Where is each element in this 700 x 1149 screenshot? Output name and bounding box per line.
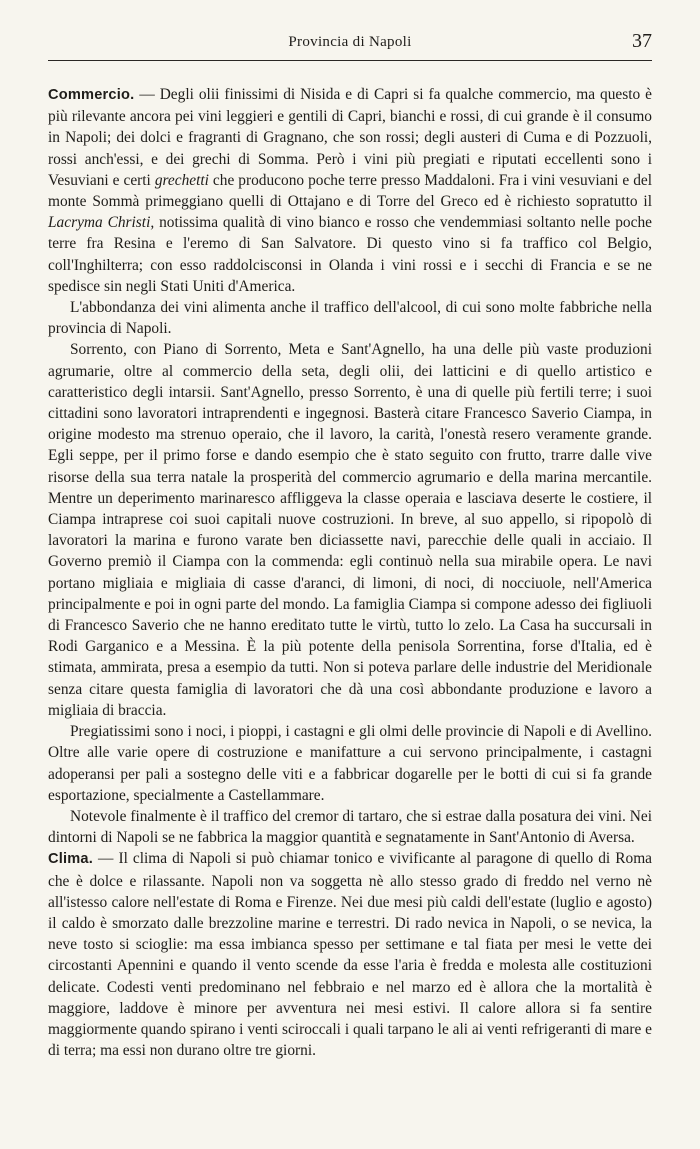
paragraph-legnami: Pregiatissimi sono i noci, i pioppi, i castagni e gli olmi delle provincie di Napoli e di Avellino. Oltre alle varie opere di costruzione e manifatture a cui servono principalmente, i castagni adoperansi per pali a sostegno delle viti e a fabbricar dogarelle per le botti di cui si fa grande esportazione, specialmente a Castellammare. [48,723,652,804]
paragraph-commercio [48,84,652,297]
paragraph-text: che producono poche terre presso Maddaloni. Fra i vini vesuviani e del monte Sommà primeggiano quelli di Ottajano e di Torre del Greco ed è richiesto sopratutto il [48,171,652,211]
em-dash: — [93,850,119,868]
paragraph-cremor-tartaro: Notevole finalmente è il traffico del cremor di tartaro, che si estrae dalla posatura dei vini. Nei dintorni di Napoli se ne fabbrica la maggior quantità e segnatamente in Sant'Antonio di Aversa. [48,807,652,847]
em-dash: — [134,86,160,103]
page-number: 37 [632,30,652,52]
italic-term-lacryma-christi: Lacryma Christi, [48,214,155,232]
paragraph-text: notissima qualità di vino bianco e rosso che vendemmiasi soltanto nelle poche terre fra Resina e l'eremo di San Salvatore. Di questo vino si fa traffico col Belgio, coll'Inghilterra; con esso raddolcisconsi in Olanda i vini rossi e i secchi di Francia e se ne spedisce sin negli Stati Uniti d'America. [48,214,652,295]
paragraph-alcool: L'abbondanza dei vini alimenta anche il traffico dell'alcool, di cui sono molte fabbriche nella provincia di Napoli. [48,299,652,338]
paragraph-text: Il clima di Napoli si può chiamar tonico e vivificante al paragone di quello di Roma che è dolce e rilassante. Napoli non va soggetta nè allo stesso grado di freddo nel verno nè all'istesso calore nell'estate di Roma e Firenze. Nei due mesi più caldi dell'estate (luglio e agosto) il caldo è smorzato dalle brezzoline marine e terrestri. Di rado nevica in Napoli, o se nevica, la neve tosto si scioglie: ma essa imbianca spesso per settimane e tal fiata per mesi le vette dei circostanti Apennini e quando il vento scende da esse l'aria è fredda e molesta alle costituzioni delicate. Codesti venti predominano nel febbraio e nel marzo ed è allora che la mortalità è maggiore, laddove è minore per avventura nei mesi estivi. Il calore allora si fa sentire maggiormente quando spirano i venti sciroccali i quali tarpano le ali ai venti refrigeranti di mare e di terra; ma essi non durano oltre tre giorni. [48,850,652,1060]
header-rule [48,60,652,61]
paragraph-clima [48,848,652,1061]
section-keyword-commercio: Commercio. [48,87,135,103]
paragraph-text: Degli olii finissimi di Nisida e di Capri si fa qualche commercio, ma questo è più rilevante ancora pei vini leggieri e gentili di Capri, bianchi e rossi, di cui grande è il consumo in Napoli; dei dolci e fragranti di Gragnano, che son rossi; degli austeri di Cuma e di Pozzuoli, rossi anch'essi, e dei grechi di Somma. Però i vini più pregiati e riputati eccellenti sono i Vesuviani e certi [48,86,652,189]
page-body [48,84,652,1061]
section-keyword-clima: Clima. [48,851,93,868]
paragraph-sorrento: Sorrento, con Piano di Sorrento, Meta e Sant'Agnello, ha una delle più vaste produzioni agrumarie, oltre al commercio della seta, degli olii, dei latticini e di quello artistico e caratteristico degli intarsii. Sant'Agnello, presso Sorrento, è una di quelle più fertili terre; i suoi cittadini sono lavoratori intraprendenti e ingegnosi. Basterà citare Francesco Saverio Ciampa, in origine modesto ma strenuo operaio, che il lavoro, la carità, l'onestà resero veramente grande. Egli seppe, per il primo forse e dando esempio che è stato seguito con frutto, trarre dalle vive risorse della sua terra natale la prosperità del commercio agrumario e della marina mercantile. Mentre un deperimento marinaresco affliggeva la classe operaia e lasciava deserte le costiere, il Ciampa intraprese coi suoi capitali nuove costruzioni. In breve, al suo appello, si ripopolò di lavoratori la marina e furono varate ben diciassette navi, parecchie delle quali in acciaio. Il Governo premiò il Ciampa con la commenda: egli continuò nella sua mirabile opera. Le navi portano migliaia e migliaia di casse d'aranci, di limoni, di noci, di nocciuole, nell'America principalmente e poi in ogni parte del mondo. La famiglia Ciampa si compone adesso dei figliuoli di Francesco Saverio che ne hanno ereditato tutte le virtù, tutto lo zelo. La Casa ha succursali in Rodi Garganico e a Messina. È la più potente della penisola Sorrentina, forse d'Italia, ed è stimata, ammirata, presa a esempio da tutti. Non si poteva parlare delle industrie del Meridionale senza citare questa famiglia di lavoratori che dà una così abbondante produzione e lavoro a migliaia di braccia. [48,341,652,719]
italic-term-grechetti: grechetti [154,171,209,189]
running-title: Provincia di Napoli [288,34,412,50]
page-header [48,30,652,60]
